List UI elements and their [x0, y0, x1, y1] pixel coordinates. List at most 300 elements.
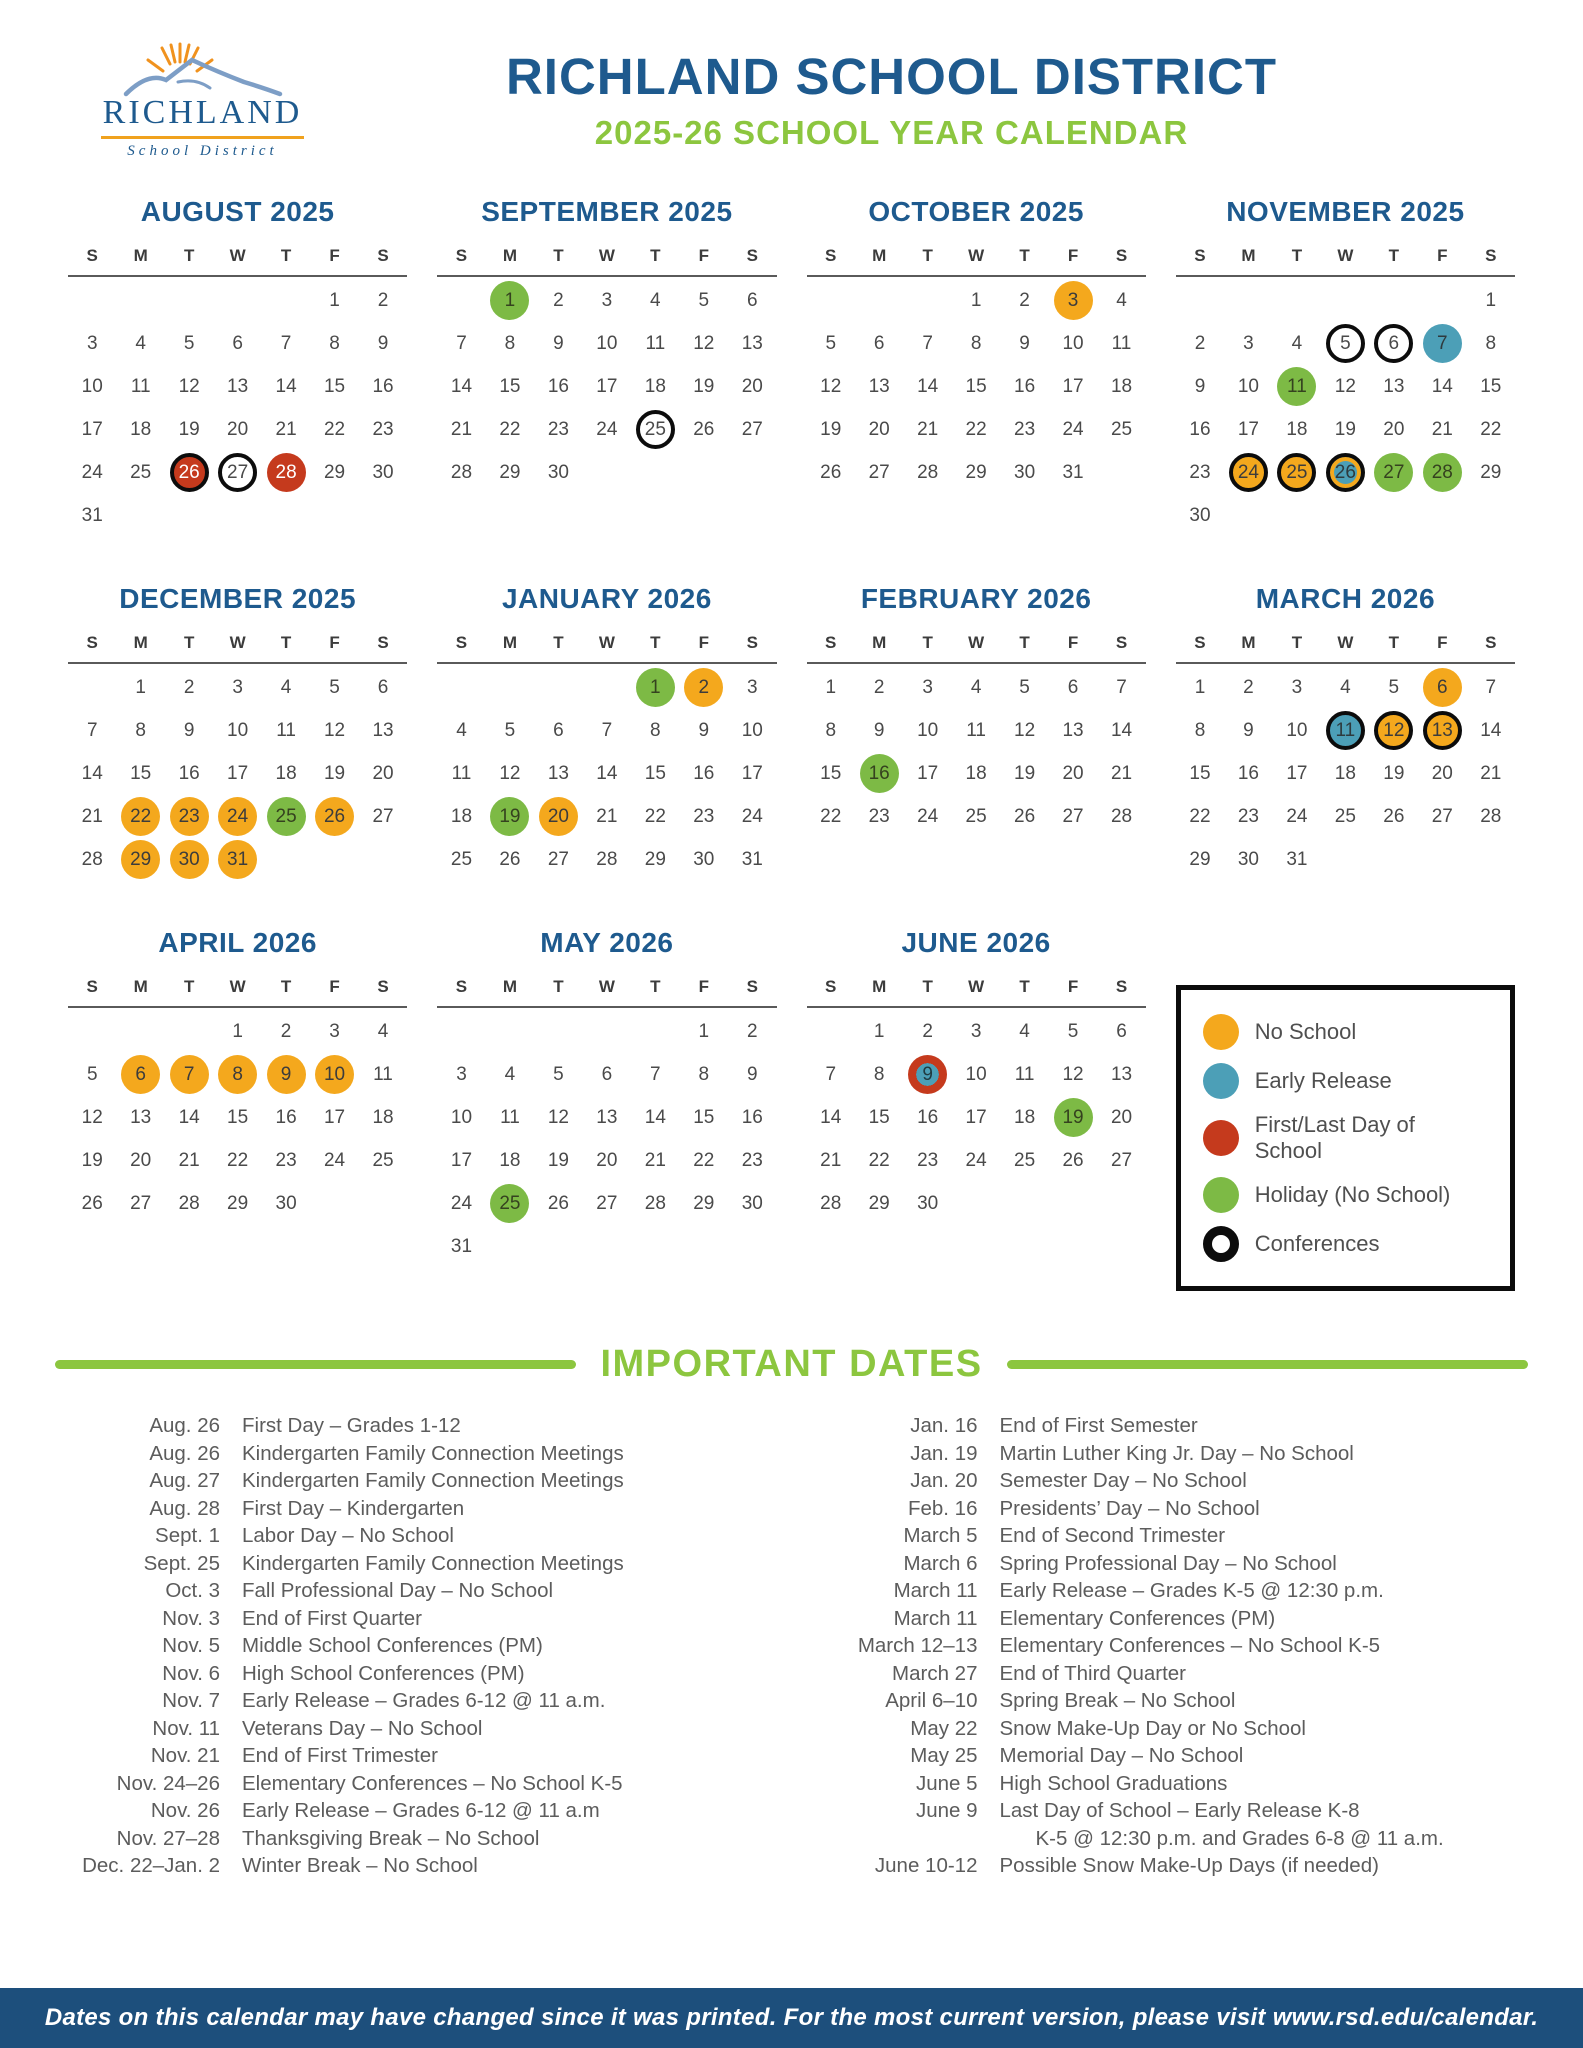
important-date-row [55, 1797, 771, 1825]
weekday-label: T [1019, 977, 1030, 996]
month-march-2026 [1176, 583, 1515, 881]
calendar-day: 13 [1062, 719, 1084, 741]
calendar-day: 22 [644, 805, 666, 827]
calendar-day [262, 1053, 310, 1096]
day-green-marker: 19 [490, 797, 529, 836]
month-days [68, 1010, 407, 1225]
calendar-day: 2 [1243, 676, 1254, 698]
weekday-label: T [280, 977, 292, 996]
calendar-day: 16 [1189, 418, 1211, 440]
month-days [807, 666, 1146, 838]
calendar-day [1321, 451, 1369, 494]
date-label: Nov. 21 [150, 1744, 220, 1767]
calendar-day: 17 [596, 375, 618, 397]
important-date-row [813, 1550, 1529, 1578]
important-dates-section [55, 1343, 1528, 1880]
calendar-day [855, 752, 903, 795]
date-description: Last Day of School – Early Release K-8 [999, 1799, 1360, 1822]
weekday-label: S [455, 977, 468, 996]
day-green-marker: 25 [267, 797, 306, 836]
calendar-day: 14 [644, 1106, 666, 1128]
calendar-day: 4 [1291, 332, 1303, 354]
calendar-day: 20 [1431, 762, 1453, 784]
calendar-day [262, 795, 310, 838]
calendar-day: 15 [693, 1106, 715, 1128]
calendar-day: 15 [965, 375, 987, 397]
calendar-day [903, 1053, 951, 1096]
calendar-day [534, 795, 582, 838]
weekday-label: T [650, 977, 661, 996]
date-label: Dec. 22–Jan. 2 [82, 1854, 220, 1877]
calendar-day: 3 [746, 676, 758, 698]
legend-item-red [1203, 1112, 1488, 1164]
calendar-day: 25 [372, 1149, 394, 1171]
weekday-label: S [455, 633, 468, 652]
calendar-day: 29 [499, 461, 521, 483]
calendar-day: 26 [1062, 1149, 1084, 1171]
weekday-label: S [1194, 633, 1206, 652]
date-label: March 12–13 [857, 1634, 978, 1657]
calendar-day [165, 838, 213, 881]
calendar-day [310, 795, 358, 838]
calendar-day: 5 [825, 332, 837, 354]
important-date-row [813, 1632, 1529, 1660]
calendar-day: 11 [645, 332, 666, 354]
legend-label: No School [1254, 1019, 1357, 1044]
calendar-day: 31 [81, 504, 103, 526]
calendar-day: 12 [323, 719, 346, 741]
calendar-day: 29 [644, 848, 666, 870]
empty-day-cell [534, 666, 582, 709]
empty-day-cell [437, 1010, 485, 1053]
calendar-day: 2 [873, 676, 885, 698]
day-ring-marker: 6 [1374, 324, 1413, 363]
calendar-day: 21 [1480, 762, 1502, 784]
calendar-day: 31 [1286, 848, 1308, 870]
calendar-day: 3 [1291, 676, 1303, 698]
calendar-day: 12 [1062, 1063, 1084, 1085]
month-title: AUGUST 2025 [140, 196, 335, 227]
calendar-day: 17 [323, 1106, 346, 1128]
legend-item-teal [1203, 1063, 1488, 1099]
orange-circle-icon [1203, 1014, 1239, 1050]
calendar-day: 29 [693, 1192, 715, 1214]
date-label: May 25 [910, 1744, 978, 1767]
month-september-2025 [437, 196, 776, 537]
calendar-day: 11 [373, 1063, 393, 1085]
day-orange-marker: 22 [121, 797, 160, 836]
empty-day-cell [855, 279, 903, 322]
calendar-day: 5 [329, 676, 340, 698]
calendar-day: 23 [1189, 461, 1211, 483]
date-description: Semester Day – No School [999, 1469, 1247, 1492]
day-orange-marker: 7 [170, 1055, 209, 1094]
important-dates-columns [55, 1412, 1528, 1880]
weekday-label: M [872, 633, 887, 652]
weekday-label: T [650, 246, 661, 265]
weekday-label: S [86, 977, 98, 996]
calendar-day: 27 [1062, 805, 1084, 827]
empty-day-cell [1418, 279, 1466, 322]
date-label: Nov. 5 [162, 1634, 220, 1657]
calendar-day: 2 [377, 289, 389, 311]
calendar-day: 3 [86, 332, 98, 354]
weekday-header-row [807, 633, 1146, 664]
date-description: High School Graduations [999, 1771, 1228, 1795]
calendar-day: 17 [1237, 418, 1259, 440]
calendar-day: 5 [553, 1063, 564, 1085]
day-orange-marker: 31 [218, 840, 257, 879]
calendar-day: 24 [596, 418, 618, 440]
date-description: Elementary Conferences – No School K-5 [999, 1634, 1381, 1657]
calendar-day: 3 [329, 1020, 340, 1042]
month-june-2026 [807, 927, 1146, 1291]
calendar-day: 19 [820, 418, 842, 440]
weekday-label: S [825, 633, 837, 652]
calendar-day [310, 1053, 358, 1096]
calendar-day: 7 [601, 719, 613, 741]
calendar-day: 8 [698, 1063, 710, 1085]
day-orange-ring-marker: 24 [1229, 453, 1268, 492]
weekday-label: S [1194, 246, 1206, 265]
calendar-day: 6 [553, 719, 564, 741]
calendar-day: 24 [323, 1149, 346, 1171]
weekday-label: M [872, 246, 887, 265]
calendar-day: 6 [232, 332, 243, 354]
weekday-label: T [650, 633, 661, 652]
month-days [807, 279, 1146, 494]
calendar-day: 28 [596, 848, 618, 870]
calendar-day: 17 [1062, 375, 1084, 397]
weekday-label: T [1388, 246, 1400, 265]
calendar-day [486, 795, 534, 838]
weekday-header-row [1176, 633, 1515, 664]
weekday-header-row [68, 977, 407, 1008]
day-orange-marker: 10 [315, 1055, 354, 1094]
calendar-day: 5 [86, 1063, 98, 1085]
calendar-day: 27 [130, 1192, 152, 1214]
weekday-label: S [1485, 633, 1497, 652]
calendar-day: 6 [1067, 676, 1079, 698]
date-description: Elementary Conferences (PM) [999, 1606, 1276, 1630]
date-description: End of First Semester [999, 1414, 1198, 1437]
important-date-row [813, 1825, 1529, 1853]
calendar-day: 16 [1014, 375, 1036, 397]
calendar-day: 3 [970, 1020, 982, 1042]
calendar-day [116, 1053, 164, 1096]
date-description: Early Release – Grades 6-12 @ 11 a.m. [242, 1689, 606, 1712]
calendar-day: 29 [1189, 848, 1211, 870]
date-description: Kindergarten Family Connection Meetings [242, 1551, 624, 1575]
calendar-day: 15 [130, 762, 152, 784]
calendar-day: 4 [1019, 1020, 1030, 1042]
footer-text: Dates on this calendar may have changed since it was printed. For the most current version, please visit www.rsd.edu/calendar. [44, 2004, 1539, 2031]
month-november-2025 [1176, 196, 1515, 537]
calendar-day: 7 [825, 1063, 837, 1085]
calendar-day: 15 [868, 1106, 890, 1128]
weekday-label: T [280, 246, 292, 265]
green-rule-left [55, 1360, 576, 1369]
calendar-day: 30 [372, 461, 394, 483]
calendar-day [1418, 451, 1466, 494]
important-date-row [813, 1742, 1529, 1770]
calendar-day: 21 [820, 1149, 842, 1171]
date-description: Kindergarten Family Connection Meetings [242, 1441, 624, 1465]
calendar-day: 7 [650, 1063, 661, 1085]
calendar-day: 6 [377, 676, 389, 698]
calendar-day: 27 [372, 805, 394, 827]
day-green-marker: 28 [1423, 453, 1462, 492]
date-label: June 9 [915, 1799, 978, 1822]
important-date-row [55, 1770, 771, 1798]
weekday-label: F [329, 977, 340, 996]
empty-day-cell [437, 666, 485, 709]
month-february-2026 [807, 583, 1146, 881]
calendar-day: 4 [970, 676, 982, 698]
calendar-day: 22 [1480, 418, 1502, 440]
month-title: JANUARY 2026 [501, 583, 712, 614]
calendar-day [680, 666, 728, 709]
day-red-marker: 28 [267, 453, 306, 492]
date-label: March 5 [903, 1524, 978, 1547]
calendar-day: 20 [227, 418, 249, 440]
calendar-day: 3 [922, 676, 933, 698]
page-title: RICHLAND SCHOOL DISTRICT [505, 47, 1278, 105]
important-date-row [813, 1715, 1529, 1743]
calendar-day [262, 451, 310, 494]
calendar-day: 3 [1243, 332, 1254, 354]
calendar-day: 1 [698, 1020, 710, 1042]
date-description: Memorial Day – No School [999, 1744, 1244, 1767]
calendar-day: 13 [227, 375, 249, 397]
calendar-day: 20 [1383, 418, 1405, 440]
calendar-day: 21 [275, 418, 297, 440]
calendar-day [1418, 709, 1466, 752]
calendar-day: 11 [276, 719, 296, 741]
calendar-day: 10 [596, 332, 618, 354]
calendar-day: 8 [329, 332, 340, 354]
logo-rule [101, 136, 304, 139]
calendar-day: 11 [451, 762, 472, 784]
important-date-row [813, 1605, 1529, 1633]
green-rule-right [1007, 1360, 1528, 1369]
legend-label: Holiday (No School) [1254, 1182, 1451, 1207]
calendar-day: 23 [868, 805, 890, 827]
day-orange-ring-marker: 13 [1423, 711, 1462, 750]
calendar-day: 15 [323, 375, 346, 397]
empty-day-cell [486, 666, 534, 709]
calendar-day: 22 [323, 418, 346, 440]
empty-day-cell [262, 279, 310, 322]
day-red-teal-marker: 9 [908, 1055, 947, 1094]
date-label: Nov. 3 [162, 1606, 220, 1630]
calendar-day: 12 [1014, 719, 1036, 741]
calendar-day: 4 [1340, 676, 1351, 698]
calendar-day: 24 [741, 805, 763, 827]
important-date-row [813, 1522, 1529, 1550]
calendar-day: 15 [227, 1106, 249, 1128]
calendar-day: 28 [917, 461, 939, 483]
calendar-day: 22 [227, 1149, 249, 1171]
calendar-day: 12 [693, 332, 715, 354]
weekday-label: M [502, 633, 518, 652]
calendar-day: 8 [1194, 719, 1206, 741]
calendar-day: 10 [1286, 719, 1308, 741]
weekday-header-row [807, 977, 1146, 1008]
day-orange-marker: 3 [1054, 281, 1093, 320]
important-date-row [55, 1467, 771, 1495]
day-green-marker: 16 [860, 754, 899, 793]
date-description: Spring Professional Day – No School [999, 1551, 1337, 1575]
date-description: Labor Day – No School [242, 1524, 454, 1547]
weekday-label: W [229, 633, 246, 652]
date-label: Jan. 16 [910, 1414, 978, 1437]
calendar-day: 17 [1286, 762, 1308, 784]
empty-day-cell [583, 1010, 631, 1053]
calendar-day: 13 [741, 332, 763, 354]
important-date-row [55, 1550, 771, 1578]
calendar-day: 17 [81, 418, 103, 440]
calendar-day: 10 [1237, 375, 1259, 397]
calendar-day: 22 [820, 805, 842, 827]
calendar-day: 22 [1189, 805, 1211, 827]
calendar-day: 26 [820, 461, 842, 483]
day-orange-marker: 24 [218, 797, 257, 836]
day-orange-marker: 30 [170, 840, 209, 879]
calendar-day: 27 [868, 461, 890, 483]
calendar-day: 16 [693, 762, 715, 784]
calendar-day: 4 [280, 676, 292, 698]
month-title: NOVEMBER 2025 [1226, 196, 1465, 227]
weekday-label: S [1115, 977, 1128, 996]
weekday-label: S [746, 246, 758, 265]
calendar-day: 12 [1334, 375, 1356, 397]
weekday-label: S [377, 633, 389, 652]
calendar-day [1321, 709, 1369, 752]
calendar-day: 9 [1194, 375, 1206, 397]
day-red-ring-marker: 26 [170, 453, 209, 492]
empty-day-cell [68, 666, 116, 709]
calendar-day [1049, 279, 1097, 322]
legend-item-orange [1203, 1014, 1488, 1050]
weekday-label: S [746, 633, 758, 652]
calendar-day: 4 [1116, 289, 1127, 311]
calendar-day: 11 [1111, 332, 1132, 354]
calendar-day: 18 [372, 1106, 394, 1128]
calendar-day [1224, 451, 1272, 494]
date-description: First Day – Grades 1-12 [242, 1414, 461, 1437]
calendar-day [213, 838, 261, 881]
weekday-label: T [1291, 246, 1303, 265]
calendar-day: 29 [965, 461, 987, 483]
empty-day-cell [165, 1010, 213, 1053]
calendar-day [165, 451, 213, 494]
calendar-day: 1 [873, 1020, 885, 1042]
calendar-day: 8 [873, 1063, 885, 1085]
calendar-day: 21 [596, 805, 618, 827]
calendar-day: 23 [547, 418, 569, 440]
calendar-day: 4 [456, 719, 467, 741]
important-date-row [55, 1660, 771, 1688]
calendar-day: 14 [275, 375, 297, 397]
weekday-label: T [553, 633, 564, 652]
calendar-day: 26 [499, 848, 521, 870]
calendar-day: 24 [1062, 418, 1084, 440]
calendar-day: 9 [873, 719, 885, 741]
calendar-day [1370, 709, 1418, 752]
calendar-day: 4 [504, 1063, 516, 1085]
weekday-label: W [1337, 633, 1354, 652]
date-description: End of First Trimester [242, 1744, 438, 1767]
page-subtitle: 2025-26 SCHOOL YEAR CALENDAR [594, 113, 1189, 151]
weekday-label: T [922, 246, 933, 265]
date-label: Oct. 3 [165, 1579, 220, 1602]
calendar-day: 7 [280, 332, 292, 354]
calendar-day [1370, 451, 1418, 494]
day-orange-marker: 2 [684, 668, 723, 707]
calendar-day: 6 [746, 289, 758, 311]
important-date-row [55, 1632, 771, 1660]
empty-day-cell [116, 279, 164, 322]
date-label: April 6–10 [885, 1689, 978, 1712]
empty-day-cell [1321, 279, 1369, 322]
calendar-day: 23 [741, 1149, 763, 1171]
weekday-label: W [968, 977, 985, 996]
weekday-label: T [922, 977, 933, 996]
empty-day-cell [165, 279, 213, 322]
calendar-day: 11 [500, 1106, 520, 1128]
weekday-label: W [968, 633, 985, 652]
calendar-day: 11 [1014, 1063, 1035, 1085]
calendar-day: 26 [693, 418, 715, 440]
important-dates-header [55, 1343, 1528, 1386]
calendar-day: 25 [450, 848, 473, 870]
calendar-day: 23 [1014, 418, 1036, 440]
calendar-day: 21 [1110, 762, 1133, 784]
calendar-day: 25 [1334, 805, 1356, 827]
calendar-day: 18 [1286, 418, 1308, 440]
calendar-day: 20 [1110, 1106, 1133, 1128]
month-may-2026 [437, 927, 776, 1291]
month-october-2025 [807, 196, 1146, 537]
calendar-day: 12 [499, 762, 521, 784]
important-date-row [813, 1467, 1529, 1495]
calendar-day: 13 [1383, 375, 1405, 397]
calendar-day [213, 451, 261, 494]
calendar-day: 1 [825, 676, 837, 698]
month-title: OCTOBER 2025 [868, 196, 1084, 227]
empty-day-cell [1176, 279, 1224, 322]
weekday-label: T [1291, 633, 1303, 652]
calendar-day: 2 [746, 1020, 758, 1042]
calendar-day [631, 408, 679, 451]
calendar-day: 11 [130, 375, 151, 397]
date-description: Martin Luther King Jr. Day – No School [999, 1441, 1354, 1465]
empty-day-cell [213, 279, 261, 322]
day-teal-ring-marker: 11 [1326, 711, 1365, 750]
calendar-day: 27 [741, 418, 763, 440]
day-ring-marker: 27 [218, 453, 257, 492]
calendar-day: 10 [227, 719, 249, 741]
date-label: May 22 [910, 1716, 978, 1740]
important-date-row [813, 1770, 1529, 1798]
district-logo [95, 38, 310, 160]
important-date-row [55, 1687, 771, 1715]
calendar-day: 19 [693, 375, 715, 397]
day-orange-marker: 23 [170, 797, 209, 836]
date-description: High School Conferences (PM) [242, 1661, 525, 1685]
calendar-day: 11 [966, 719, 986, 741]
